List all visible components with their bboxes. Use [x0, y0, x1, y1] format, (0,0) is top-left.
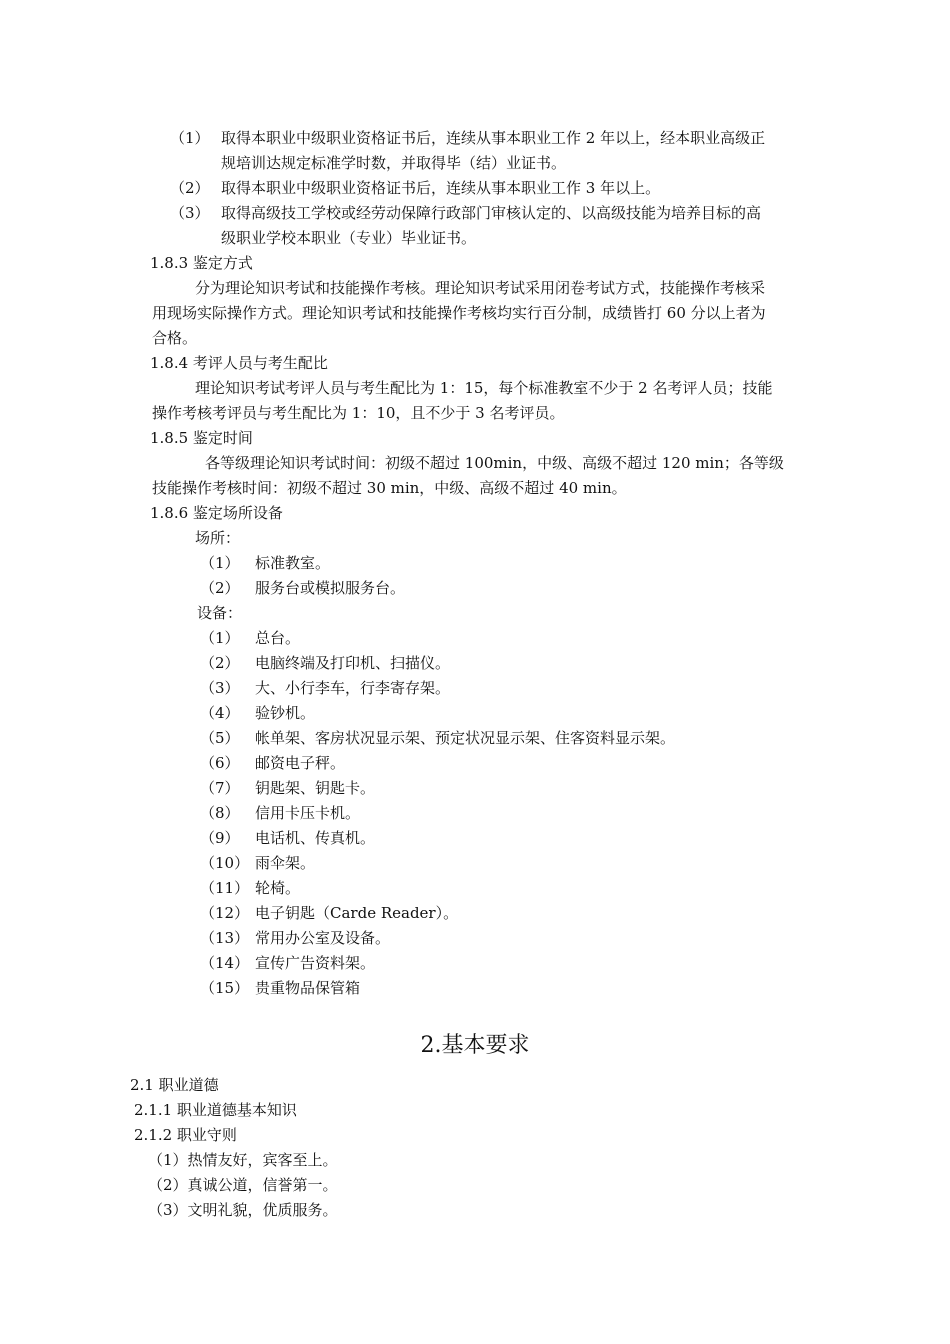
equipment-7-number: （7）	[200, 779, 240, 797]
section-1-8-4-heading: 1.8.4 考评人员与考生配比	[150, 354, 328, 372]
equipment-label: 设备：	[197, 604, 243, 622]
section-1-8-5-heading: 1.8.5 鉴定时间	[150, 429, 253, 447]
equipment-6-number: （6）	[200, 754, 240, 772]
rule-item-3: （3）文明礼貌，优质服务。	[148, 1201, 338, 1219]
equipment-8-text: 信用卡压卡机。	[255, 804, 361, 822]
section-1-8-3-heading: 1.8.3 鉴定方式	[150, 254, 253, 272]
req-2-number: （2）	[170, 179, 210, 197]
equipment-14-text: 宣传广告资料架。	[255, 954, 376, 972]
req-3-text: 取得高级技工学校或经劳动保障行政部门审核认定的、以高级技能为培养目标的高	[221, 204, 762, 222]
venue-1-text: 标准教室。	[255, 554, 331, 572]
equipment-15-number: （15）	[200, 979, 250, 997]
equipment-9-number: （9）	[200, 829, 240, 847]
req-1-text: 取得本职业中级职业资格证书后，连续从事本职业工作 2 年以上，经本职业高级正	[221, 129, 766, 147]
section-1-8-6-heading: 1.8.6 鉴定场所设备	[150, 504, 283, 522]
equipment-8-number: （8）	[200, 804, 240, 822]
venue-2-number: （2）	[200, 579, 240, 597]
section-1-8-3-line-3: 合格。	[152, 329, 198, 347]
chapter-2-title: 2.基本要求	[420, 1033, 530, 1058]
equipment-7-text: 钥匙架、钥匙卡。	[255, 779, 376, 797]
section-1-8-3-line-1: 分为理论知识考试和技能操作考核。理论知识考试采用闭卷考试方式，技能操作考核采	[195, 279, 766, 297]
equipment-3-text: 大、小行李车，行李寄存架。	[255, 679, 451, 697]
equipment-10-number: （10）	[200, 854, 250, 872]
equipment-12-text: 电子钥匙（Carde Reader）。	[255, 904, 459, 922]
section-2-1-1-heading: 2.1.1 职业道德基本知识	[134, 1101, 297, 1119]
equipment-12-number: （12）	[200, 904, 250, 922]
section-2-1-2-heading: 2.1.2 职业守则	[134, 1126, 237, 1144]
section-1-8-3-line-2: 用现场实际操作方式。理论知识考试和技能操作考核均实行百分制，成绩皆打 60 分以上者为	[152, 304, 766, 322]
equipment-10-text: 雨伞架。	[255, 854, 316, 872]
section-1-8-4-line-2: 操作考核考评员与考生配比为 1：10，且不少于 3 名考评员。	[152, 404, 565, 422]
venue-2-text: 服务台或模拟服务台。	[255, 579, 406, 597]
equipment-14-number: （14）	[200, 954, 250, 972]
equipment-9-text: 电话机、传真机。	[255, 829, 376, 847]
equipment-1-text: 总台。	[255, 629, 301, 647]
rule-item-1: （1）热情友好，宾客至上。	[148, 1151, 338, 1169]
equipment-13-number: （13）	[200, 929, 250, 947]
equipment-11-number: （11）	[200, 879, 250, 897]
equipment-3-number: （3）	[200, 679, 240, 697]
equipment-11-text: 轮椅。	[255, 879, 301, 897]
section-1-8-4-line-1: 理论知识考试考评人员与考生配比为 1：15，每个标准教室不少于 2 名考评人员；技能	[195, 379, 773, 397]
req-3-number: （3）	[170, 204, 210, 222]
req-2-text: 取得本职业中级职业资格证书后，连续从事本职业工作 3 年以上。	[221, 179, 661, 197]
rule-item-2: （2）真诚公道，信誉第一。	[148, 1176, 338, 1194]
equipment-4-text: 验钞机。	[255, 704, 316, 722]
section-1-8-5-line-1: 各等级理论知识考试时间：初级不超过 100min，中级、高级不超过 120 min；各等级	[205, 454, 784, 472]
req-1-number: （1）	[170, 129, 210, 147]
equipment-5-number: （5）	[200, 729, 240, 747]
section-1-8-5-line-2: 技能操作考核时间：初级不超过 30 min，中级、高级不超过 40 min。	[152, 479, 627, 497]
venue-1-number: （1）	[200, 554, 240, 572]
venue-label: 场所：	[195, 529, 241, 547]
equipment-2-text: 电脑终端及打印机、扫描仪。	[255, 654, 451, 672]
equipment-2-number: （2）	[200, 654, 240, 672]
equipment-13-text: 常用办公室及设备。	[255, 929, 391, 947]
equipment-5-text: 帐单架、客房状况显示架、预定状况显示架、住客资料显示架。	[255, 729, 676, 747]
equipment-1-number: （1）	[200, 629, 240, 647]
section-2-1-heading: 2.1 职业道德	[130, 1076, 219, 1094]
equipment-15-text: 贵重物品保管箱	[255, 979, 361, 997]
equipment-4-number: （4）	[200, 704, 240, 722]
equipment-6-text: 邮资电子秤。	[255, 754, 346, 772]
req-3-continuation: 级职业学校本职业（专业）毕业证书。	[221, 229, 477, 247]
req-1-continuation: 规培训达规定标准学时数，并取得毕（结）业证书。	[221, 154, 567, 172]
